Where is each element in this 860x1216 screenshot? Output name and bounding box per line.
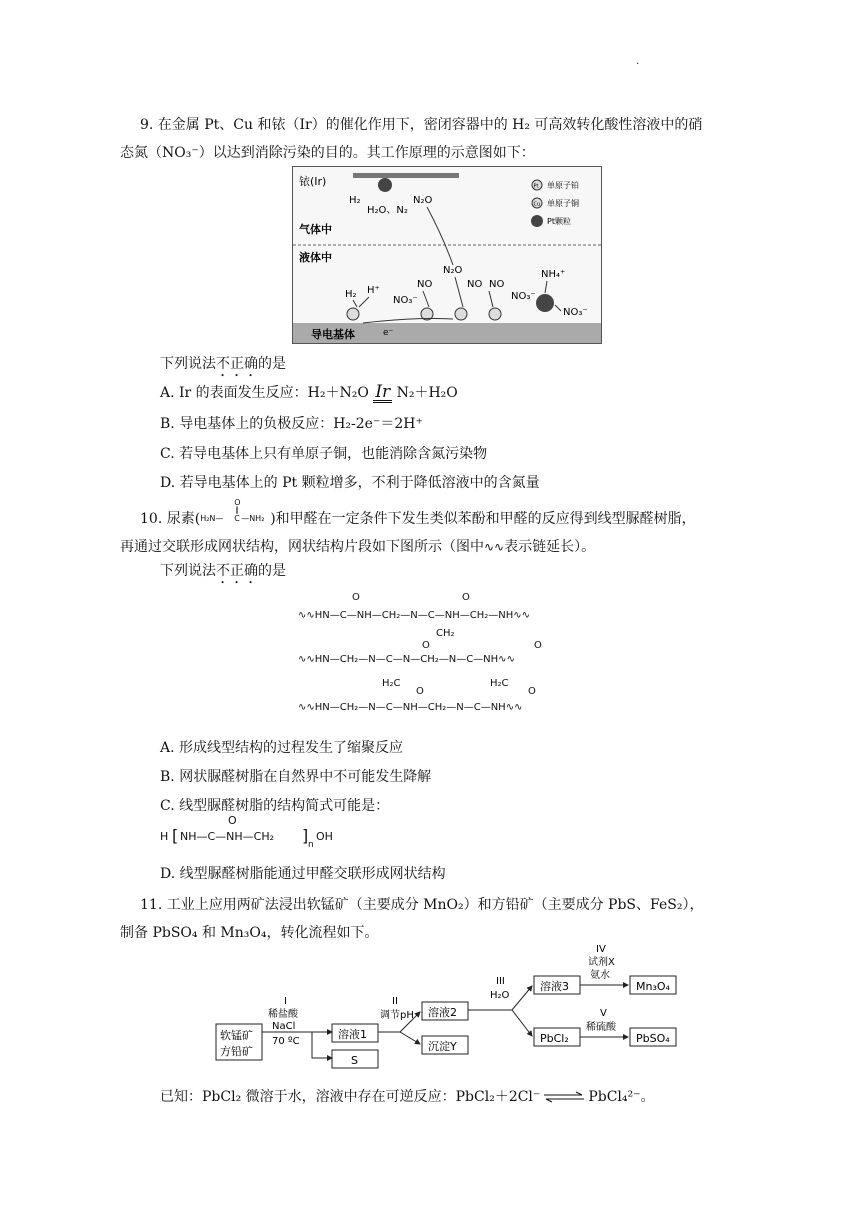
urea-o: O: [234, 498, 241, 507]
label-step2-num: II: [392, 996, 398, 1007]
label-pbso4: PbSO₄: [636, 1032, 670, 1045]
label-step4-a: 试剂X: [588, 957, 615, 968]
q10-option-a: A. 形成线型结构的过程发生了缩聚反应: [160, 740, 404, 756]
q10-stem-suffix: 的是: [258, 563, 286, 579]
q9-mechanism-figure: [292, 166, 602, 344]
q11-known-suffix: PbCl₄²⁻。: [588, 1089, 655, 1105]
urea-double-bond: ‖: [235, 506, 239, 514]
label-sol2: 溶液2: [428, 1006, 457, 1019]
flowchart-svg: [212, 940, 712, 1072]
q10-option-c: C. 线型脲醛树脂的结构简式可能是：: [160, 798, 390, 814]
arrow-nh4: [545, 281, 547, 293]
label-step5: 稀硫酸: [586, 1022, 616, 1033]
q9-option-d: D. 若导电基体上的 Pt 颗粒增多，不利于降低溶液中的含氮量: [160, 475, 540, 491]
arrow-to-s: [312, 1032, 332, 1058]
q10-stem-emphasis: 不正确: [216, 563, 258, 579]
site-pt-single-1: [347, 308, 359, 320]
legend-cu-single: 单原子铜: [547, 199, 579, 208]
label-pbcl2: PbCl₂: [540, 1032, 569, 1045]
q10-line1: [140, 498, 696, 528]
arrow-no-1: [423, 291, 429, 307]
q11-flowchart: [212, 940, 712, 1072]
ir-label: 铱(Ir): [299, 175, 327, 188]
species-no3-1: NO₃⁻: [393, 295, 418, 306]
species-nh4: NH₄⁺: [541, 269, 566, 280]
network-structure: [298, 592, 598, 722]
arrow-to-y: [400, 1032, 420, 1044]
site-pt-particle: [536, 294, 554, 312]
o-4: O: [534, 640, 542, 651]
formula-o: O: [228, 814, 237, 827]
arrow-h2-down: [353, 300, 357, 307]
q9-option-a: [160, 382, 458, 403]
arrow-step3-pbcl2: [512, 1010, 532, 1036]
q10-line2-text: 再通过交联形成网状结构，网状结构片段如下图所示（图中: [120, 539, 484, 555]
q10-line1-suffix: )和甲醛在一定条件下发生类似苯酚和甲醛的反应得到线型脲醛树脂，: [270, 511, 696, 527]
label-start-1: 软锰矿: [220, 1029, 253, 1042]
arrow-no-3: [489, 291, 493, 307]
label-step3: H₂O: [490, 990, 510, 1001]
reversible-arrow-icon: [542, 1091, 586, 1103]
o-5: O: [416, 686, 424, 697]
formula-oh: OH: [316, 830, 333, 843]
arrow-h-up: [359, 297, 369, 307]
h2c-link-1: H₂C: [382, 678, 401, 689]
label-step5-num: V: [600, 1008, 607, 1019]
q9-option-c: C. 若导电基体上只有单原子铜，也能消除含氮污染物: [160, 446, 488, 462]
legend-cu-mark: Cu: [533, 201, 541, 208]
q10-option-b: B. 网状脲醛树脂在自然界中不可能发生降解: [160, 769, 432, 785]
species-no3-3: NO₃⁻: [563, 307, 588, 318]
label-step1-c: 70 ºC: [272, 1036, 300, 1047]
q11-known: [160, 1086, 655, 1106]
formula-left-bracket: [: [172, 826, 179, 845]
legend-pt-mark: Pt: [533, 183, 539, 190]
label-s: S: [351, 1054, 358, 1067]
label-step1-a: 稀盐酸: [268, 1009, 298, 1020]
o-2: O: [462, 592, 470, 603]
label-step2: 调节pH: [380, 1010, 414, 1021]
q10-line2-suffix: 表示链延长）。: [504, 539, 596, 555]
label-start-2: 方铅矿: [220, 1045, 253, 1058]
q11-known-prefix: 已知：PbCl₂ 微溶于水，溶液中存在可逆反应：PbCl₂＋2Cl⁻: [160, 1089, 541, 1105]
q9-stem-prefix: 下列说法: [160, 356, 216, 372]
species-no-3: NO: [489, 279, 505, 290]
q10-option-c-formula: [160, 814, 360, 854]
ir-catalyst-bar: [353, 173, 459, 178]
formula-body: NH—C—NH—CH₂: [180, 830, 275, 843]
ch2-link-1: CH₂: [436, 628, 455, 639]
pt-particle-icon: [378, 178, 392, 192]
label-mn3o4: Mn₃O₄: [636, 980, 670, 993]
q9-line1: 9. 在金属 Pt、Cu 和铱（Ir）的催化作用下，密闭容器中的 H₂ 可高效转化酸性溶液中的硝: [140, 117, 703, 133]
q10-stem: [160, 560, 286, 587]
q10-stem-prefix: 下列说法: [160, 563, 216, 579]
q9-stem-suffix: 的是: [258, 356, 286, 372]
q10-line1-prefix: 10. 尿素(: [140, 511, 201, 527]
urea-structure: [200, 498, 270, 526]
urea-c: C: [234, 514, 240, 523]
gas-phase-label: 气体中: [299, 223, 332, 236]
q9-option-a-prefix: A. Ir 的表面发生反应：H₂＋N₂O: [160, 385, 369, 401]
q11-line2: 制备 PbSO₄ 和 Mn₃O₄，转化流程如下。: [120, 925, 379, 941]
top-mark: .: [636, 56, 640, 67]
legend-pt-single: 单原子铂: [547, 181, 579, 190]
liquid-phase-label: 液体中: [299, 251, 332, 264]
q9-option-a-suffix: N₂＋H₂O: [396, 385, 458, 401]
q11-line1: 11. 工业上应用两矿法浸出软锰矿（主要成分 MnO₂）和方铅矿（主要成分 PbS、FeS₂），: [140, 897, 704, 913]
label-step4-b: 氨水: [590, 970, 610, 981]
species-no-1: NO: [417, 279, 433, 290]
label-step4-num: IV: [596, 944, 606, 955]
arrow-no3-in: [555, 305, 561, 311]
o-6: O: [528, 686, 536, 697]
structure-row-2: ∿∿HN—CH₂—N—C—N—CH₂—N—C—NH∿∿: [298, 654, 515, 665]
ir-catalyst-arrow: Ir: [375, 382, 391, 402]
label-step1-b: NaCl: [272, 1021, 296, 1032]
label-sol3: 溶液3: [540, 980, 569, 993]
legend-pt-particle-icon: [531, 215, 543, 227]
h2c-link-2: H₂C: [490, 678, 509, 689]
species-h2-gas: H₂: [349, 195, 361, 206]
species-n2o-top: N₂O: [413, 195, 433, 206]
substrate-label: 导电基体: [311, 328, 355, 341]
q9-line2: 态氮（NO₃⁻）以达到消除污染的目的。其工作原理的示意图如下：: [120, 145, 535, 161]
label-ppt-y: 沉淀Y: [428, 1040, 457, 1053]
q10-line2: [120, 536, 595, 556]
q10-option-d: D. 线型脲醛树脂能通过甲醛交联形成网状结构: [160, 866, 446, 882]
formula-n: n: [308, 840, 314, 850]
site-cu-single-2: [489, 308, 501, 320]
legend-pt-particle: Pt颗粒: [547, 217, 571, 226]
mechanism-diagram: [293, 167, 601, 343]
species-h2-liquid: H₂: [345, 289, 357, 300]
o-1: O: [352, 592, 360, 603]
urea-left: H₂N—: [200, 514, 224, 523]
wavy-chain-icon: ∿∿: [484, 540, 505, 554]
q9-stem: [160, 353, 286, 380]
formula-h: H: [160, 830, 169, 843]
arrow-electron-flow: [363, 319, 453, 324]
species-n2o-mid: N₂O: [443, 265, 463, 276]
species-h-plus: H⁺: [367, 285, 380, 296]
q9-option-b: B. 导电基体上的负极反应：H₂-2e⁻＝2H⁺: [160, 416, 423, 432]
species-h2o-n2: H₂O、N₂: [367, 205, 408, 216]
arrow-n2o-up: [427, 207, 453, 265]
species-no-2: NO: [467, 279, 483, 290]
arrow-n2o-mid: [455, 277, 463, 307]
structure-row-1: ∿∿HN—C—NH—CH₂—N—C—NH—CH₂—NH∿∿: [298, 610, 530, 621]
structure-row-3: ∿∿HN—CH₂—N—C—NH—CH₂—N—C—NH∿∿: [298, 702, 523, 713]
q9-stem-emphasis: 不正确: [216, 356, 258, 372]
formula-right-bracket: ]: [302, 826, 309, 845]
species-no3-2: NO₃⁻: [511, 291, 536, 302]
o-3: O: [422, 640, 430, 651]
site-pt-single-2: [455, 308, 467, 320]
species-electron: e⁻: [383, 328, 394, 338]
label-step1-num: I: [284, 996, 287, 1007]
label-step3-num: III: [496, 976, 505, 987]
urea-right: —NH₂: [241, 514, 265, 523]
label-sol1: 溶液1: [338, 1028, 367, 1041]
